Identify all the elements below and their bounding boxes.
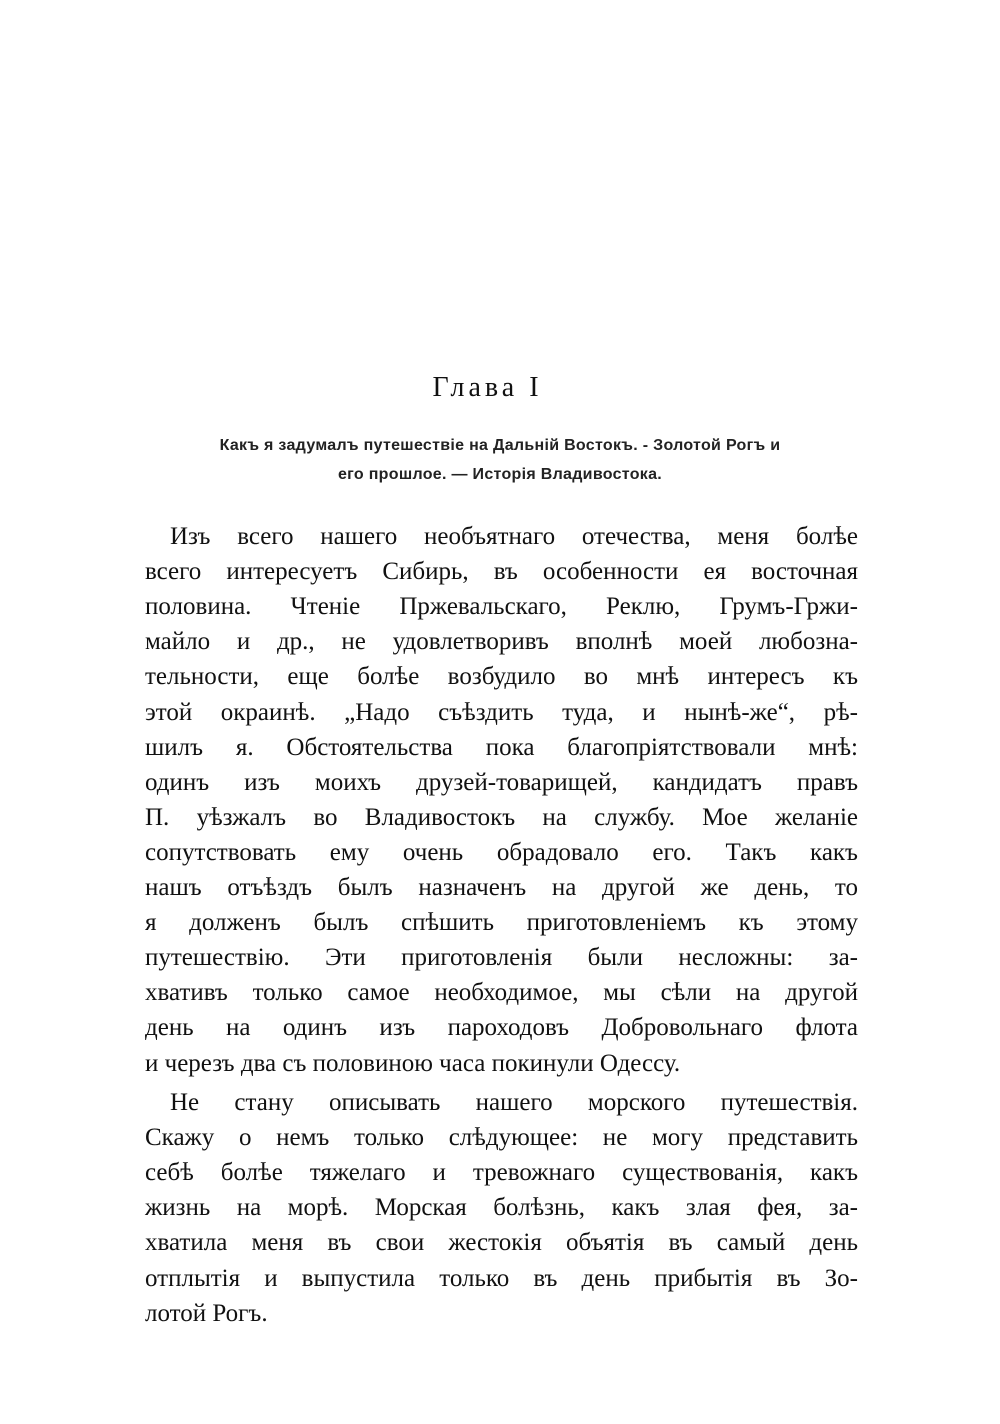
text-line: этой окраинѣ. „Надо съѣздить туда, и нынѣ-же“, рѣ- xyxy=(145,698,858,726)
text-line: хвативъ только самое необходимое, мы сѣли на другой xyxy=(145,979,858,1007)
text-line: Изъ всего нашего необъятнаго отечества, меня болѣе xyxy=(170,523,858,550)
text-line: Не стану описывать нашего морского путешествія. xyxy=(170,1089,858,1116)
text-line: хватила меня въ свои жестокія объятія въ самый день xyxy=(145,1229,858,1257)
chapter-heading: Глава I xyxy=(432,372,543,403)
text-line: лотой Рогъ. xyxy=(145,1299,268,1327)
text-line: шилъ я. Обстоятельства пока благопріятствовали мнѣ: xyxy=(145,733,858,761)
text-line: майло и др., не удовлетворивъ вполнѣ моей любозна- xyxy=(145,628,858,656)
text-line: Скажу о немъ только слѣдующее: не могу представить xyxy=(145,1124,858,1152)
text-line: себѣ болѣе тяжелаго и тревожнаго существованія, какъ xyxy=(145,1159,858,1187)
text-line: я долженъ былъ спѣшить приготовленіемъ къ этому xyxy=(145,909,858,937)
text-line: одинъ изъ моихъ друзей-товарищей, кандидатъ правъ xyxy=(145,768,858,796)
text-line: всего интересуетъ Сибирь, въ особенности ея восточная xyxy=(145,558,858,586)
text-line: жизнь на морѣ. Морская болѣзнь, какъ злая фея, за- xyxy=(145,1194,858,1222)
text-line: нашъ отъѣздъ былъ назначенъ на другой же день, то xyxy=(145,874,858,901)
text-line: день на одинъ изъ пароходовъ Добровольнаго флота xyxy=(145,1014,858,1042)
chapter-subtitle-line: Какъ я задумалъ путешествіе на Дальній Востокъ. - Золотой Рогъ и xyxy=(219,437,781,454)
text-line: П. уѣзжалъ во Владивостокъ на службу. Мое желаніе xyxy=(145,803,858,831)
text-line: тельности, еще болѣе возбудило во мнѣ интересъ къ xyxy=(145,663,858,691)
text-line: половина. Чтеніе Пржевальскаго, Реклю, Грумъ-Гржи- xyxy=(145,593,858,621)
text-line: путешествію. Эти приготовленія были несложны: за- xyxy=(145,944,858,972)
text-line: сопутствовать ему очень обрадовало его. Такъ какъ xyxy=(145,838,858,866)
text-line: и черезъ два съ половиною часа покинули Одессу. xyxy=(145,1049,681,1077)
text-line: отплытія и выпустила только въ день прибытія въ Зо- xyxy=(145,1264,858,1292)
chapter-subtitle-line: его прошлое. — Исторія Владивостока. xyxy=(337,466,663,483)
